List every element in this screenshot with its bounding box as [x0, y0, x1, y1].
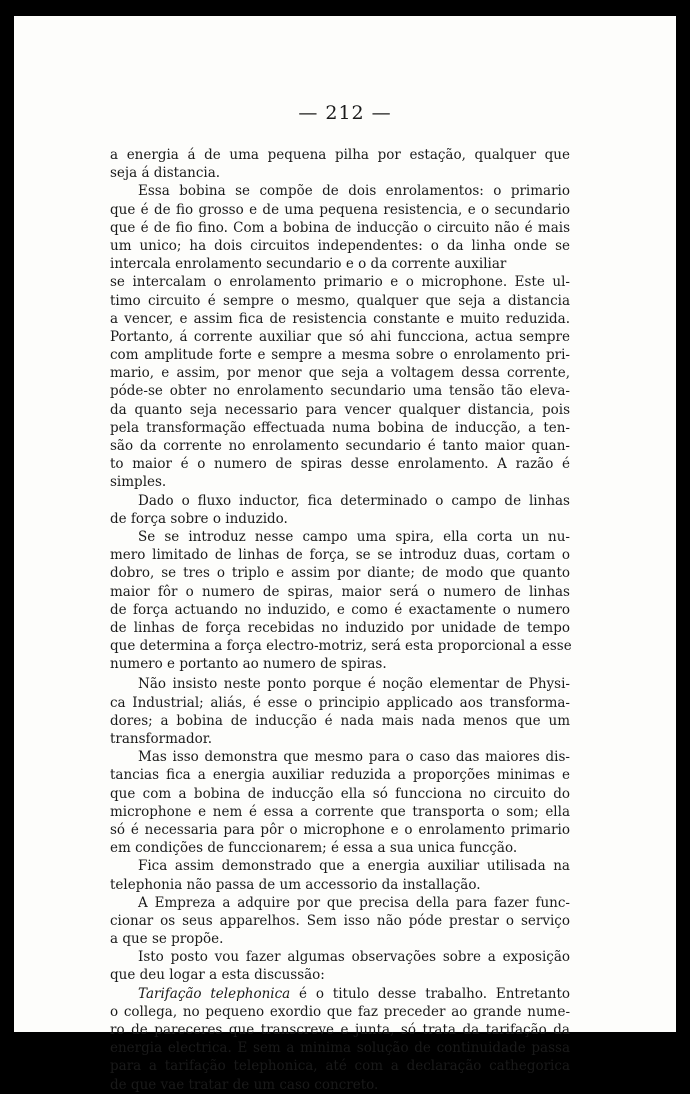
- text-line: a energia á de uma pequena pilha por estação, qualquer que: [110, 147, 570, 163]
- document-page: [14, 16, 676, 1093]
- text-line: timo circuito é sempre o mesmo, qualquer que seja a distancia: [110, 292, 570, 309]
- text-line: Mas isso demonstra que mesmo para o caso das maiores dis-: [138, 749, 570, 766]
- text-line: Essa bobina se compõe de dois enrolamentos: o primario: [138, 183, 570, 200]
- text-line: para a tarifação telephonica, até com a declaração cathegorica: [110, 1058, 570, 1075]
- text-line: que deu logar a esta discussão:: [110, 967, 325, 984]
- text-line: dobro, se tres o triplo e assim por diante; de modo que quanto: [110, 565, 570, 582]
- text-line: de linhas de força recebidas no induzido por unidade de tempo: [110, 619, 570, 636]
- text-line: pela transformação effectuada numa bobina de inducção, a ten-: [110, 419, 570, 436]
- text-line: mero limitado de linhas de força, se se introduz duas, cortam o: [110, 547, 570, 564]
- text-line: de força sobre o induzido.: [110, 510, 288, 527]
- text-line: se intercalam o enrolamento primario e o microphone. Este ul-: [110, 274, 570, 291]
- text-line: mario, e assim, por menor que seja a voltagem dessa corrente,: [110, 365, 570, 382]
- text-line: Isto posto vou fazer algumas observações sobre a exposição: [138, 949, 570, 966]
- text-line: póde-se obter no enrolamento secundario uma tensão tão eleva-: [110, 383, 570, 400]
- text-line: Não insisto neste ponto porque é noção elementar de Physi-: [138, 676, 570, 693]
- text-line: que é de fio grosso e de uma pequena resistencia, e o secundario: [110, 201, 570, 218]
- text-line: Dado o fluxo inductor, fica determinado o campo de linhas: [138, 492, 570, 509]
- text-line: transformador.: [110, 731, 213, 747]
- text-line: intercala enrolamento secundario e o da corrente auxiliar: [110, 256, 507, 273]
- text-line: seja á distancia.: [110, 165, 221, 182]
- text-line: de que vae tratar de um caso concreto.: [110, 1076, 379, 1093]
- text-line: ca Industrial; aliás, é esse o principio applicado aos transforma-: [110, 694, 570, 711]
- text-line: ro de pareceres que transcreve e junta, só trata da tarifação da: [110, 1022, 570, 1038]
- text-line: telephonia não passa de um accessorio da installação.: [110, 876, 481, 893]
- text-line: A Empreza a adquire por que precisa della para fazer func-: [138, 894, 570, 911]
- text-line: que é de fio fino. Com a bobina de inducção o circuito não é mais: [110, 219, 570, 236]
- text-line: tancias fica a energia auxiliar reduzida a proporções minimas e: [110, 767, 570, 784]
- text-line: cionar os seus apparelhos. Sem isso não póde prestar o serviço: [110, 912, 570, 929]
- text-line: que com a bobina de inducção ella só funcciona no circuito do: [110, 785, 570, 802]
- text-line: a vencer, e assim fica de resistencia constante e muito reduzida.: [110, 310, 570, 327]
- text-line: Se se introduz nesse campo uma spira, ella corta un nu-: [138, 528, 570, 545]
- text-line: da quanto seja necessario para vencer qualquer distancia, pois: [110, 401, 570, 418]
- text-line: Tarifação telephonica é o titulo desse trabalho. Entretanto: [138, 985, 571, 1002]
- text-line: numero e portanto ao numero de spiras.: [110, 656, 387, 673]
- text-line: em condições de funccionarem; é essa a sua unica funcção.: [110, 840, 518, 857]
- text-line: energia electrica. E sem a minima solução de continuidade passa: [110, 1040, 570, 1057]
- text-line: com amplitude forte e sempre a mesma sobre o enrolamento pri-: [110, 347, 570, 364]
- text-line: Fica assim demonstrado que a energia auxiliar utilisada na: [138, 858, 570, 875]
- text-line: to maior é o numero de spiras desse enrolamento. A razão é: [110, 456, 570, 473]
- text-line: Portanto, á corrente auxiliar que só ahi funcciona, actua sempre: [110, 328, 570, 345]
- text-line: simples.: [110, 474, 167, 491]
- page-number: — 212 —: [298, 102, 392, 124]
- text-line: que determina a força electro-motriz, será esta proporcional a esse: [110, 638, 572, 655]
- text-line: dores; a bobina de inducção é nada mais nada menos que um: [110, 712, 570, 729]
- text-line: são da corrente no enrolamento secundario é tanto maior quan-: [110, 438, 570, 454]
- text-line: só é necessaria para pôr o microphone e o enrolamento primario: [110, 821, 570, 838]
- text-line: a que se propõe.: [110, 931, 224, 948]
- body-text: [110, 146, 570, 1094]
- text-line: microphone e nem é essa a corrente que transporta o som; ella: [110, 803, 570, 820]
- text-line: o collega, no pequeno exordio que faz preceder ao grande nume-: [110, 1003, 570, 1020]
- text-line: maior fôr o numero de spiras, maior será o numero de linhas: [110, 583, 570, 600]
- text-line: de força actuando no induzido, e como é exactamente o numero: [110, 601, 570, 618]
- text-line: um unico; ha dois circuitos independentes: o da linha onde se: [110, 237, 570, 254]
